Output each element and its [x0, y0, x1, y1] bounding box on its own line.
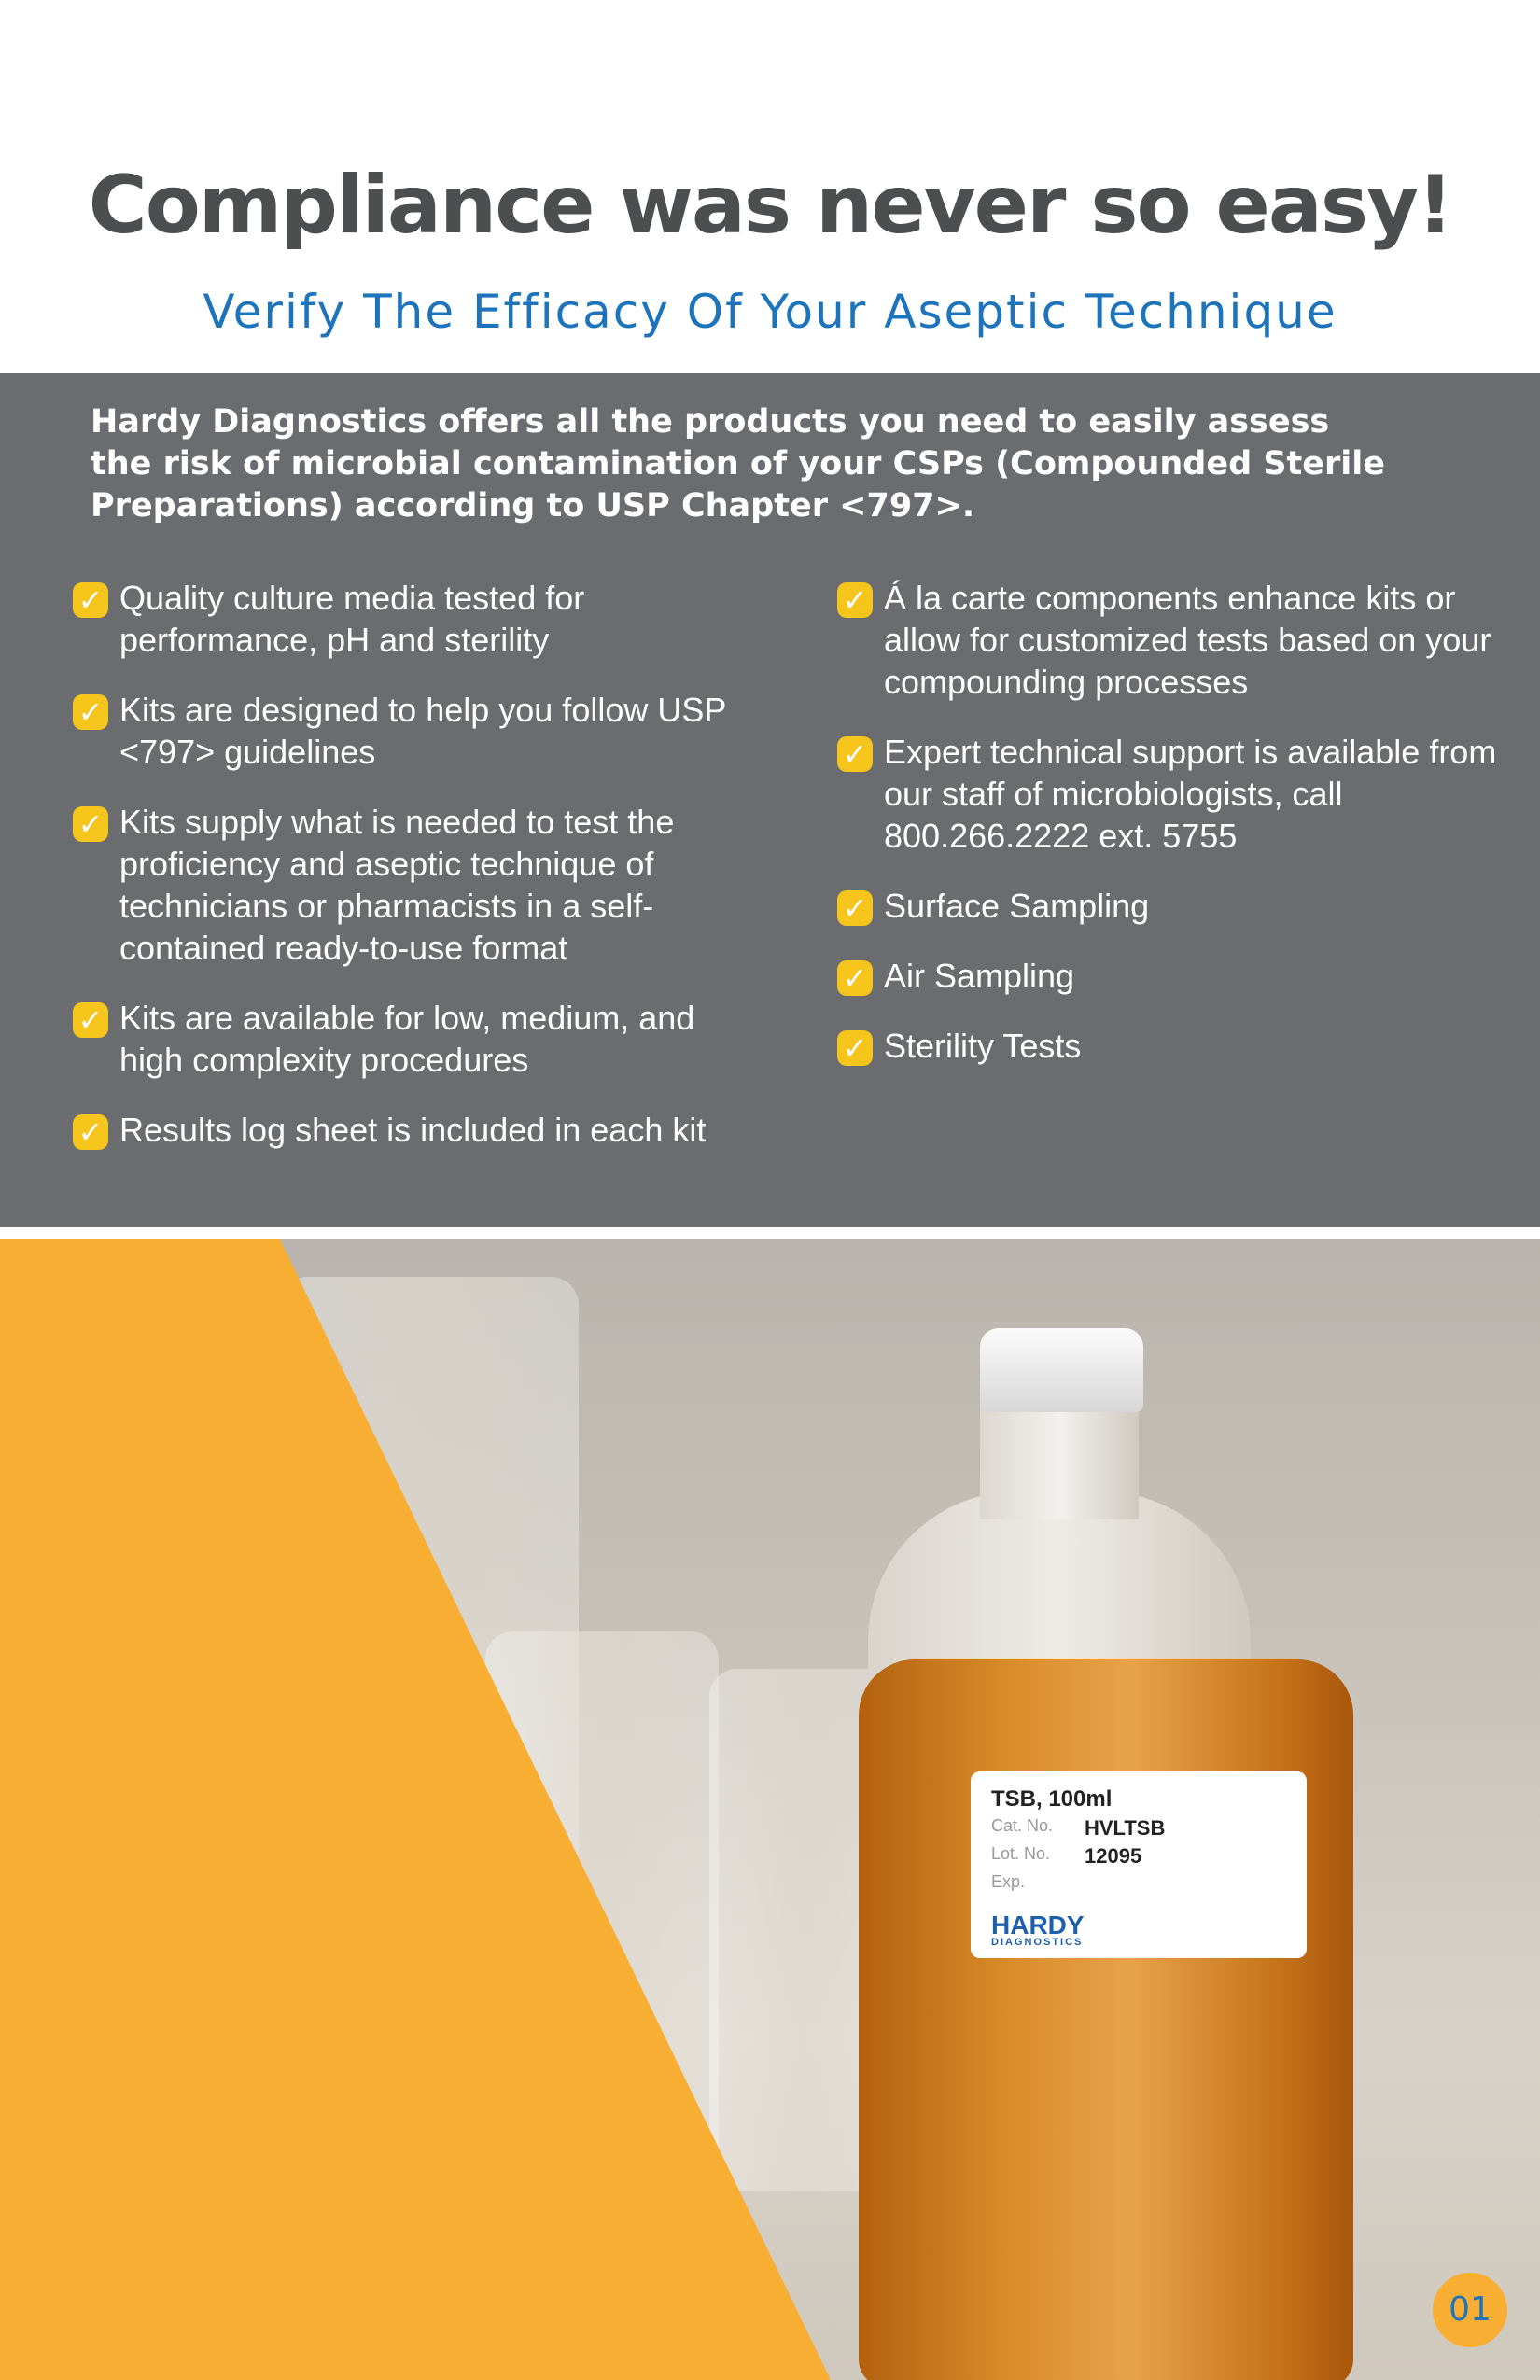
- list-item-text: Á la carte components enhance kits or allow for customized tests based on your compounding processes: [884, 579, 1491, 701]
- label-value: HVLTSB: [1085, 1816, 1166, 1840]
- page-subtitle: Verify The Efficacy Of Your Aseptic Technique: [203, 285, 1337, 339]
- list-item-text: Kits supply what is needed to test the proficiency and aseptic technique of technicians or pharmacists in a self-contained ready-to-use format: [119, 803, 675, 967]
- checkmark-icon: ✓: [73, 694, 108, 730]
- label-key: Lot. No.: [991, 1844, 1051, 1863]
- logo-text: HARDY: [991, 1911, 1085, 1939]
- list-item: [73, 1109, 745, 1151]
- checkmark-icon: ✓: [837, 890, 873, 926]
- list-item: [837, 885, 1509, 927]
- divider: [0, 1227, 1540, 1239]
- checkmark-icon: ✓: [837, 582, 873, 618]
- product-photo: [0, 1239, 1540, 2380]
- list-item: [73, 801, 745, 969]
- list-item: [837, 955, 1509, 997]
- label-key: Exp.: [991, 1872, 1026, 1891]
- list-item-text: Quality culture media tested for performance, pH and sterility: [119, 579, 585, 659]
- checkmark-icon: ✓: [73, 1002, 108, 1038]
- list-item: [837, 1025, 1509, 1067]
- feature-list-left: [73, 577, 745, 1179]
- list-item-text: Expert technical support is available from our staff of microbiologists, call 800.266.2222 ext. 5755: [884, 733, 1497, 855]
- list-item-text: Kits are available for low, medium, and high complexity procedures: [119, 999, 695, 1079]
- page-header: [0, 0, 1540, 373]
- list-item: [73, 577, 745, 661]
- page-title: Compliance was never so easy!: [88, 159, 1452, 252]
- feature-list-right: [837, 577, 1509, 1095]
- list-item: [837, 731, 1509, 857]
- checkmark-icon: ✓: [837, 960, 873, 996]
- checkmark-icon: ✓: [73, 806, 108, 842]
- list-item-text: Results log sheet is included in each kit: [119, 1111, 707, 1149]
- list-item: [73, 997, 745, 1081]
- list-item-text: Kits are designed to help you follow USP <797> guidelines: [119, 691, 726, 771]
- checkmark-icon: ✓: [73, 582, 108, 618]
- checkmark-icon: ✓: [837, 1030, 873, 1066]
- list-item: [837, 577, 1509, 703]
- list-item-text: Sterility Tests: [884, 1027, 1082, 1065]
- features-panel: [0, 373, 1540, 1227]
- intro-text: Hardy Diagnostics offers all the products you need to easily assess the risk of microbial contamination of your CSPs (Compounded Sterile Preparations) according to USP Chapter <797>.: [91, 403, 1385, 525]
- checkmark-icon: ✓: [73, 1114, 108, 1150]
- list-item: [73, 689, 745, 773]
- orange-triangle-graphic: [0, 1239, 1540, 2380]
- label-title: TSB, 100ml: [991, 1786, 1113, 1812]
- logo-subtext: DIAGNOSTICS: [991, 1937, 1084, 1948]
- list-item-text: Surface Sampling: [884, 887, 1150, 925]
- list-item-text: Air Sampling: [884, 957, 1075, 995]
- checkmark-icon: ✓: [837, 736, 873, 772]
- label-key: Cat. No.: [991, 1816, 1054, 1835]
- page-number-badge: 01: [1433, 2273, 1507, 2347]
- label-value: 12095: [1085, 1844, 1142, 1868]
